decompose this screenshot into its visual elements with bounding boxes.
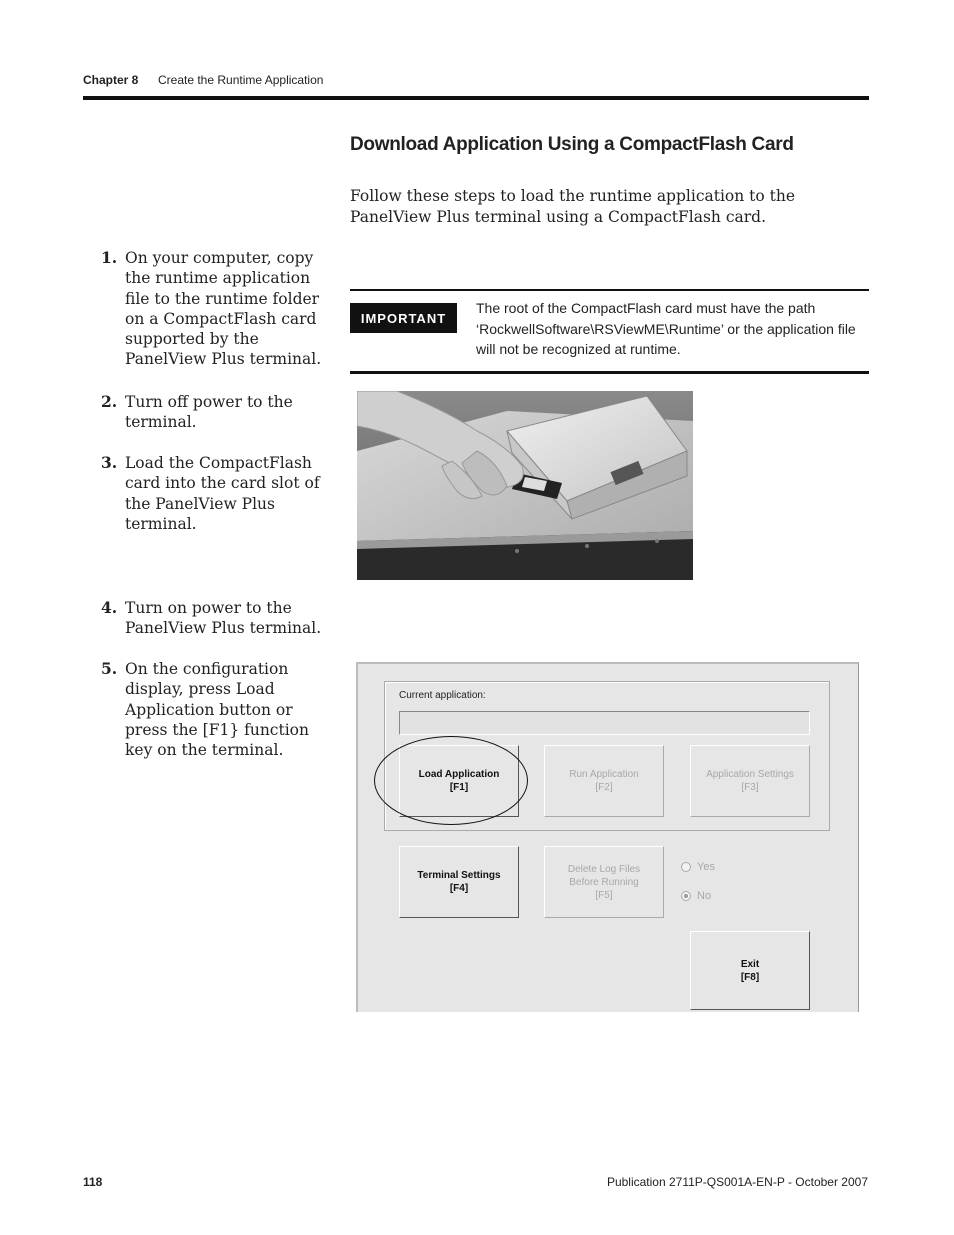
current-application-label: Current application:	[399, 690, 486, 701]
step-5	[101, 659, 336, 760]
delete-log-files-button[interactable]	[544, 846, 664, 918]
radio-selected-icon	[681, 891, 691, 901]
application-settings-button[interactable]	[690, 745, 810, 817]
compactflash-photo-illustration	[357, 391, 693, 580]
step-text: Load the CompactFlash card into the card slot of the PanelView Plus terminal.	[125, 454, 320, 533]
button-key: [F4]	[449, 883, 469, 894]
step-text: On the configuration display, press Load Application button or press the [F1} function key on the terminal.	[125, 660, 309, 760]
step-text: Turn on power to the PanelView Plus terminal.	[125, 599, 322, 638]
important-bottom-rule	[350, 371, 869, 374]
step-2	[101, 392, 336, 433]
chapter-label: Chapter 8	[83, 73, 139, 87]
step-text: Turn off power to the terminal.	[125, 393, 293, 432]
compactflash-photo	[357, 391, 693, 580]
section-title: Download Application Using a CompactFlash Card	[350, 134, 794, 155]
button-label: Exit	[740, 958, 760, 970]
button-label: Run Application	[569, 769, 639, 780]
radio-label: No	[697, 890, 712, 902]
button-label: Load Application	[418, 769, 500, 780]
button-key: [F3]	[741, 782, 759, 793]
button-label-line2: Before Running	[569, 876, 639, 888]
step-number: 1.	[101, 248, 118, 267]
chapter-title: Create the Runtime Application	[158, 73, 324, 87]
terminal-settings-button[interactable]	[399, 846, 519, 918]
radio-no[interactable]	[681, 890, 711, 902]
step-3	[101, 453, 336, 534]
important-top-rule	[350, 289, 869, 291]
page-number: 118	[83, 1175, 103, 1189]
highlight-circle	[374, 736, 528, 825]
button-key: [F2]	[595, 782, 613, 793]
step-4	[101, 598, 336, 639]
publication-info: Publication 2711P-QS001A-EN-P - October 2007	[606, 1175, 868, 1189]
step-number: 2.	[101, 392, 118, 411]
button-key: [F5]	[595, 889, 613, 901]
step-text: On your computer, copy the runtime application file to the runtime folder on a CompactFlash card supported by the PanelView Plus terminal.	[125, 249, 322, 369]
step-1	[101, 248, 336, 370]
button-label: Terminal Settings	[417, 870, 501, 881]
button-label-line1: Delete Log Files	[567, 863, 641, 875]
run-application-button[interactable]	[544, 745, 664, 817]
header-rule	[83, 96, 869, 100]
step-number: 3.	[101, 453, 118, 472]
radio-label: Yes	[697, 861, 715, 873]
step-number: 4.	[101, 598, 118, 617]
button-key: [F1]	[449, 782, 469, 793]
current-application-field	[399, 711, 810, 735]
button-key: [F8]	[740, 971, 760, 983]
exit-button[interactable]	[690, 931, 810, 1010]
important-text: The root of the CompactFlash card must have the path ‘RockwellSoftware\RSViewME\Runtime’ or the application file will not be recognized at runtime.	[476, 300, 856, 357]
intro-paragraph: Follow these steps to load the runtime application to the PanelView Plus terminal using a CompactFlash card.	[350, 187, 796, 226]
radio-yes[interactable]	[681, 861, 715, 873]
step-number: 5.	[101, 659, 118, 678]
radio-unselected-icon	[681, 862, 691, 872]
important-label: IMPORTANT	[350, 303, 457, 333]
button-label: Application Settings	[706, 769, 794, 780]
